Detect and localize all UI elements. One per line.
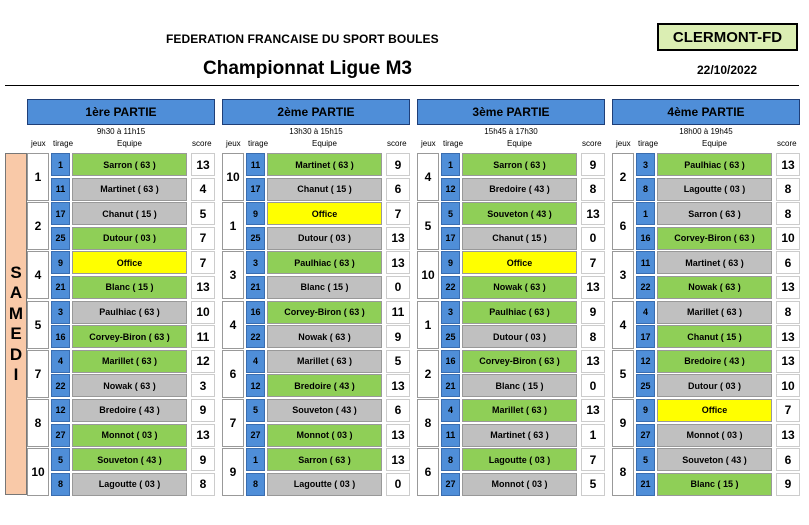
team-score: 13 — [386, 227, 410, 250]
match-pair — [417, 399, 605, 448]
jeu-number: 1 — [222, 202, 244, 250]
team-score: 9 — [776, 473, 800, 496]
column-header-equipe: Equipe — [312, 139, 337, 148]
match-pair — [27, 202, 215, 251]
tirage-number: 11 — [441, 424, 460, 447]
day-label-letter: A — [9, 283, 23, 302]
tirage-number: 12 — [51, 399, 70, 422]
tirage-number: 12 — [636, 350, 655, 373]
team-score: 8 — [581, 325, 605, 348]
tirage-number: 9 — [51, 251, 70, 274]
team-score: 12 — [191, 350, 215, 373]
match-pair — [222, 251, 410, 300]
team-name: Marillet ( 63 ) — [462, 399, 577, 422]
team-score: 13 — [581, 276, 605, 299]
tirage-number: 21 — [441, 374, 460, 397]
tirage-number: 4 — [636, 301, 655, 324]
column-header-row — [417, 138, 605, 153]
team-score: 6 — [386, 178, 410, 201]
team-score: 13 — [191, 153, 215, 176]
tirage-number: 12 — [246, 374, 265, 397]
tirage-number: 25 — [51, 227, 70, 250]
tirage-number: 27 — [51, 424, 70, 447]
tirage-number: 25 — [246, 227, 265, 250]
team-name: Lagoutte ( 03 ) — [657, 178, 772, 201]
tirage-number: 16 — [636, 227, 655, 250]
team-name: Office — [267, 202, 382, 225]
tirage-number: 3 — [246, 251, 265, 274]
column-header-score: score — [387, 139, 407, 148]
column-header-tirage: tirage — [638, 139, 659, 148]
team-score: 4 — [191, 178, 215, 201]
tirage-number: 22 — [51, 374, 70, 397]
team-name: Bredoire ( 43 ) — [657, 350, 772, 373]
tirage-number: 1 — [636, 202, 655, 225]
team-name: Corvey-Biron ( 63 ) — [72, 325, 187, 348]
partie-block — [222, 99, 410, 497]
team-name: Souveton ( 43 ) — [267, 399, 382, 422]
match-pair — [417, 448, 605, 497]
tirage-number: 16 — [441, 350, 460, 373]
tirage-number: 16 — [51, 325, 70, 348]
team-score: 13 — [776, 325, 800, 348]
team-score: 9 — [581, 153, 605, 176]
match-pair — [417, 301, 605, 350]
tirage-number: 21 — [636, 473, 655, 496]
team-name: Dutour ( 03 ) — [657, 374, 772, 397]
team-name: Corvey-Biron ( 63 ) — [267, 301, 382, 324]
partie-time: 15h45 à 17h30 — [484, 127, 538, 136]
team-score: 0 — [581, 227, 605, 250]
column-header-equipe: Equipe — [702, 139, 727, 148]
tirage-number: 1 — [51, 153, 70, 176]
jeu-number: 4 — [27, 251, 49, 299]
tirage-number: 11 — [636, 251, 655, 274]
team-score: 10 — [191, 301, 215, 324]
jeu-number: 1 — [417, 301, 439, 349]
team-name: Marillet ( 63 ) — [657, 301, 772, 324]
tirage-number: 27 — [246, 424, 265, 447]
partie-title: 3ème PARTIE — [417, 99, 605, 125]
tirage-number: 8 — [636, 178, 655, 201]
team-name: Monnot ( 03 ) — [72, 424, 187, 447]
team-score: 13 — [581, 399, 605, 422]
tirage-number: 5 — [51, 448, 70, 471]
team-score: 13 — [776, 350, 800, 373]
team-name: Monnot ( 03 ) — [462, 473, 577, 496]
tirage-number: 3 — [636, 153, 655, 176]
jeu-number: 9 — [222, 448, 244, 496]
match-pair — [222, 202, 410, 251]
tirage-number: 17 — [636, 325, 655, 348]
tirage-number: 22 — [636, 276, 655, 299]
team-name: Marillet ( 63 ) — [72, 350, 187, 373]
team-score: 13 — [581, 350, 605, 373]
column-header-row — [222, 138, 410, 153]
tirage-number: 9 — [636, 399, 655, 422]
tirage-number: 21 — [246, 276, 265, 299]
tirage-number: 1 — [441, 153, 460, 176]
column-header-row — [612, 138, 800, 153]
match-pair — [27, 350, 215, 399]
team-score: 8 — [581, 178, 605, 201]
jeu-number: 5 — [27, 301, 49, 349]
header-divider — [5, 85, 799, 86]
team-score: 8 — [776, 202, 800, 225]
team-name: Nowak ( 63 ) — [657, 276, 772, 299]
team-score: 5 — [386, 350, 410, 373]
jeu-number: 8 — [612, 448, 634, 496]
tirage-number: 22 — [441, 276, 460, 299]
jeu-number: 6 — [222, 350, 244, 398]
team-name: Sarron ( 63 ) — [462, 153, 577, 176]
jeu-number: 6 — [612, 202, 634, 250]
column-header-jeux: jeux — [421, 139, 436, 148]
team-name: Nowak ( 63 ) — [267, 325, 382, 348]
match-pair — [612, 350, 800, 399]
column-header-tirage: tirage — [53, 139, 74, 148]
team-name: Martinet ( 63 ) — [462, 424, 577, 447]
team-score: 0 — [581, 374, 605, 397]
team-score: 7 — [776, 399, 800, 422]
team-score: 9 — [581, 301, 605, 324]
tirage-number: 17 — [441, 227, 460, 250]
jeu-number: 7 — [222, 399, 244, 447]
partie-time: 18h00 à 19h45 — [679, 127, 733, 136]
column-header-jeux: jeux — [616, 139, 631, 148]
tirage-number: 27 — [636, 424, 655, 447]
tirage-number: 8 — [51, 473, 70, 496]
page-title: Championnat Ligue M3 — [203, 58, 412, 79]
tirage-number: 16 — [246, 301, 265, 324]
team-score: 13 — [776, 276, 800, 299]
tirage-number: 5 — [636, 448, 655, 471]
team-score: 7 — [581, 448, 605, 471]
team-score: 10 — [776, 227, 800, 250]
team-score: 5 — [581, 473, 605, 496]
team-name: Paulhiac ( 63 ) — [267, 251, 382, 274]
partie-title: 4ème PARTIE — [612, 99, 800, 125]
day-label — [5, 153, 27, 495]
jeu-number: 10 — [222, 153, 244, 201]
team-name: Nowak ( 63 ) — [462, 276, 577, 299]
team-score: 11 — [386, 301, 410, 324]
jeu-number: 1 — [27, 153, 49, 201]
team-name: Blanc ( 15 ) — [657, 473, 772, 496]
team-score: 7 — [191, 251, 215, 274]
team-score: 8 — [191, 473, 215, 496]
team-name: Chanut ( 15 ) — [657, 325, 772, 348]
day-label-letter: I — [13, 365, 19, 384]
jeu-number: 6 — [417, 448, 439, 496]
match-pair — [222, 301, 410, 350]
tirage-number: 9 — [441, 251, 460, 274]
team-name: Sarron ( 63 ) — [267, 448, 382, 471]
team-name: Corvey-Biron ( 63 ) — [657, 227, 772, 250]
team-name: Souveton ( 43 ) — [462, 202, 577, 225]
team-name: Bredoire ( 43 ) — [462, 178, 577, 201]
jeu-number: 5 — [612, 350, 634, 398]
jeu-number: 8 — [417, 399, 439, 447]
team-name: Dutour ( 03 ) — [462, 325, 577, 348]
team-name: Blanc ( 15 ) — [267, 276, 382, 299]
team-name: Dutour ( 03 ) — [72, 227, 187, 250]
match-pair — [612, 251, 800, 300]
jeu-number: 7 — [27, 350, 49, 398]
day-label-letter: M — [8, 303, 24, 323]
team-score: 13 — [776, 424, 800, 447]
jeu-number: 3 — [612, 251, 634, 299]
team-name: Monnot ( 03 ) — [267, 424, 382, 447]
tirage-number: 8 — [246, 473, 265, 496]
team-name: Chanut ( 15 ) — [462, 227, 577, 250]
partie-title: 1ère PARTIE — [27, 99, 215, 125]
column-header-score: score — [192, 139, 212, 148]
partie-time: 13h30 à 15h15 — [289, 127, 343, 136]
team-name: Paulhiac ( 63 ) — [72, 301, 187, 324]
team-score: 13 — [191, 424, 215, 447]
match-pair — [27, 399, 215, 448]
team-name: Chanut ( 15 ) — [267, 178, 382, 201]
city-badge: CLERMONT-FD — [657, 23, 798, 51]
team-name: Office — [657, 399, 772, 422]
match-pair — [27, 448, 215, 497]
team-name: Blanc ( 15 ) — [72, 276, 187, 299]
column-header-jeux: jeux — [226, 139, 241, 148]
tirage-number: 3 — [51, 301, 70, 324]
partie-block — [27, 99, 215, 497]
column-header-equipe: Equipe — [507, 139, 532, 148]
day-label-letter: S — [10, 262, 22, 282]
jeu-number: 10 — [27, 448, 49, 496]
team-name: Martinet ( 63 ) — [657, 251, 772, 274]
federation-title: FEDERATION FRANCAISE DU SPORT BOULES — [166, 32, 439, 46]
team-score: 7 — [386, 202, 410, 225]
team-name: Bredoire ( 43 ) — [267, 374, 382, 397]
tirage-number: 27 — [441, 473, 460, 496]
column-header-tirage: tirage — [443, 139, 464, 148]
match-pair — [417, 153, 605, 202]
match-pair — [27, 301, 215, 350]
tirage-number: 17 — [246, 178, 265, 201]
team-name: Souveton ( 43 ) — [72, 448, 187, 471]
team-score: 5 — [191, 202, 215, 225]
team-score: 1 — [581, 424, 605, 447]
team-name: Blanc ( 15 ) — [462, 374, 577, 397]
team-name: Paulhiac ( 63 ) — [657, 153, 772, 176]
tirage-number: 5 — [246, 399, 265, 422]
jeu-number: 5 — [417, 202, 439, 250]
team-score: 9 — [386, 153, 410, 176]
team-name: Bredoire ( 43 ) — [72, 399, 187, 422]
team-score: 7 — [191, 227, 215, 250]
event-date: 22/10/2022 — [697, 63, 758, 77]
team-name: Lagoutte ( 03 ) — [72, 473, 187, 496]
team-score: 6 — [776, 448, 800, 471]
match-pair — [27, 153, 215, 202]
jeu-number: 9 — [612, 399, 634, 447]
team-name: Paulhiac ( 63 ) — [462, 301, 577, 324]
team-score: 8 — [776, 178, 800, 201]
tirage-number: 5 — [441, 202, 460, 225]
team-score: 7 — [581, 251, 605, 274]
team-name: Martinet ( 63 ) — [267, 153, 382, 176]
team-name: Office — [462, 251, 577, 274]
tirage-number: 4 — [51, 350, 70, 373]
match-pair — [222, 350, 410, 399]
team-name: Monnot ( 03 ) — [657, 424, 772, 447]
jeu-number: 2 — [612, 153, 634, 201]
partie-block — [417, 99, 605, 497]
match-pair — [222, 448, 410, 497]
day-label-letter: D — [9, 344, 23, 364]
match-pair — [222, 399, 410, 448]
tirage-number: 8 — [441, 448, 460, 471]
match-pair — [612, 301, 800, 350]
column-header-tirage: tirage — [248, 139, 269, 148]
team-score: 13 — [581, 202, 605, 225]
tirage-number: 9 — [246, 202, 265, 225]
column-header-score: score — [777, 139, 797, 148]
tirage-number: 3 — [441, 301, 460, 324]
tirage-number: 25 — [441, 325, 460, 348]
match-pair — [417, 202, 605, 251]
column-header-equipe: Equipe — [117, 139, 142, 148]
team-name: Sarron ( 63 ) — [72, 153, 187, 176]
partie-title: 2ème PARTIE — [222, 99, 410, 125]
team-name: Lagoutte ( 03 ) — [267, 473, 382, 496]
team-score: 13 — [386, 448, 410, 471]
team-score: 11 — [191, 325, 215, 348]
team-name: Lagoutte ( 03 ) — [462, 448, 577, 471]
team-score: 13 — [191, 276, 215, 299]
team-score: 0 — [386, 473, 410, 496]
jeu-number: 2 — [27, 202, 49, 250]
jeu-number: 4 — [417, 153, 439, 201]
team-name: Office — [72, 251, 187, 274]
team-score: 9 — [191, 399, 215, 422]
jeu-number: 8 — [27, 399, 49, 447]
tirage-number: 4 — [246, 350, 265, 373]
column-header-row — [27, 138, 215, 153]
jeu-number: 10 — [417, 251, 439, 299]
team-score: 13 — [386, 424, 410, 447]
match-pair — [612, 399, 800, 448]
team-score: 9 — [386, 325, 410, 348]
tirage-number: 4 — [441, 399, 460, 422]
team-score: 13 — [386, 251, 410, 274]
team-name: Corvey-Biron ( 63 ) — [462, 350, 577, 373]
team-score: 9 — [191, 448, 215, 471]
partie-block — [612, 99, 800, 497]
tirage-number: 1 — [246, 448, 265, 471]
tirage-number: 17 — [51, 202, 70, 225]
match-pair — [612, 153, 800, 202]
tirage-number: 25 — [636, 374, 655, 397]
match-pair — [27, 251, 215, 300]
team-name: Souveton ( 43 ) — [657, 448, 772, 471]
tirage-number: 11 — [246, 153, 265, 176]
match-pair — [612, 202, 800, 251]
team-score: 0 — [386, 276, 410, 299]
jeu-number: 4 — [612, 301, 634, 349]
partie-time: 9h30 à 11h15 — [96, 127, 146, 136]
team-score: 8 — [776, 301, 800, 324]
team-score: 13 — [386, 374, 410, 397]
tirage-number: 21 — [51, 276, 70, 299]
team-name: Chanut ( 15 ) — [72, 202, 187, 225]
team-name: Nowak ( 63 ) — [72, 374, 187, 397]
team-name: Martinet ( 63 ) — [72, 178, 187, 201]
column-header-jeux: jeux — [31, 139, 46, 148]
tirage-number: 11 — [51, 178, 70, 201]
column-header-score: score — [582, 139, 602, 148]
team-name: Sarron ( 63 ) — [657, 202, 772, 225]
tirage-number: 12 — [441, 178, 460, 201]
match-pair — [612, 448, 800, 497]
tirage-number: 22 — [246, 325, 265, 348]
day-label-letter: E — [10, 324, 22, 343]
team-name: Marillet ( 63 ) — [267, 350, 382, 373]
team-score: 6 — [386, 399, 410, 422]
team-score: 13 — [776, 153, 800, 176]
jeu-number: 3 — [222, 251, 244, 299]
jeu-number: 4 — [222, 301, 244, 349]
team-score: 10 — [776, 374, 800, 397]
match-pair — [417, 251, 605, 300]
match-pair — [417, 350, 605, 399]
team-score: 3 — [191, 374, 215, 397]
match-pair — [222, 153, 410, 202]
jeu-number: 2 — [417, 350, 439, 398]
team-score: 6 — [776, 251, 800, 274]
team-name: Dutour ( 03 ) — [267, 227, 382, 250]
